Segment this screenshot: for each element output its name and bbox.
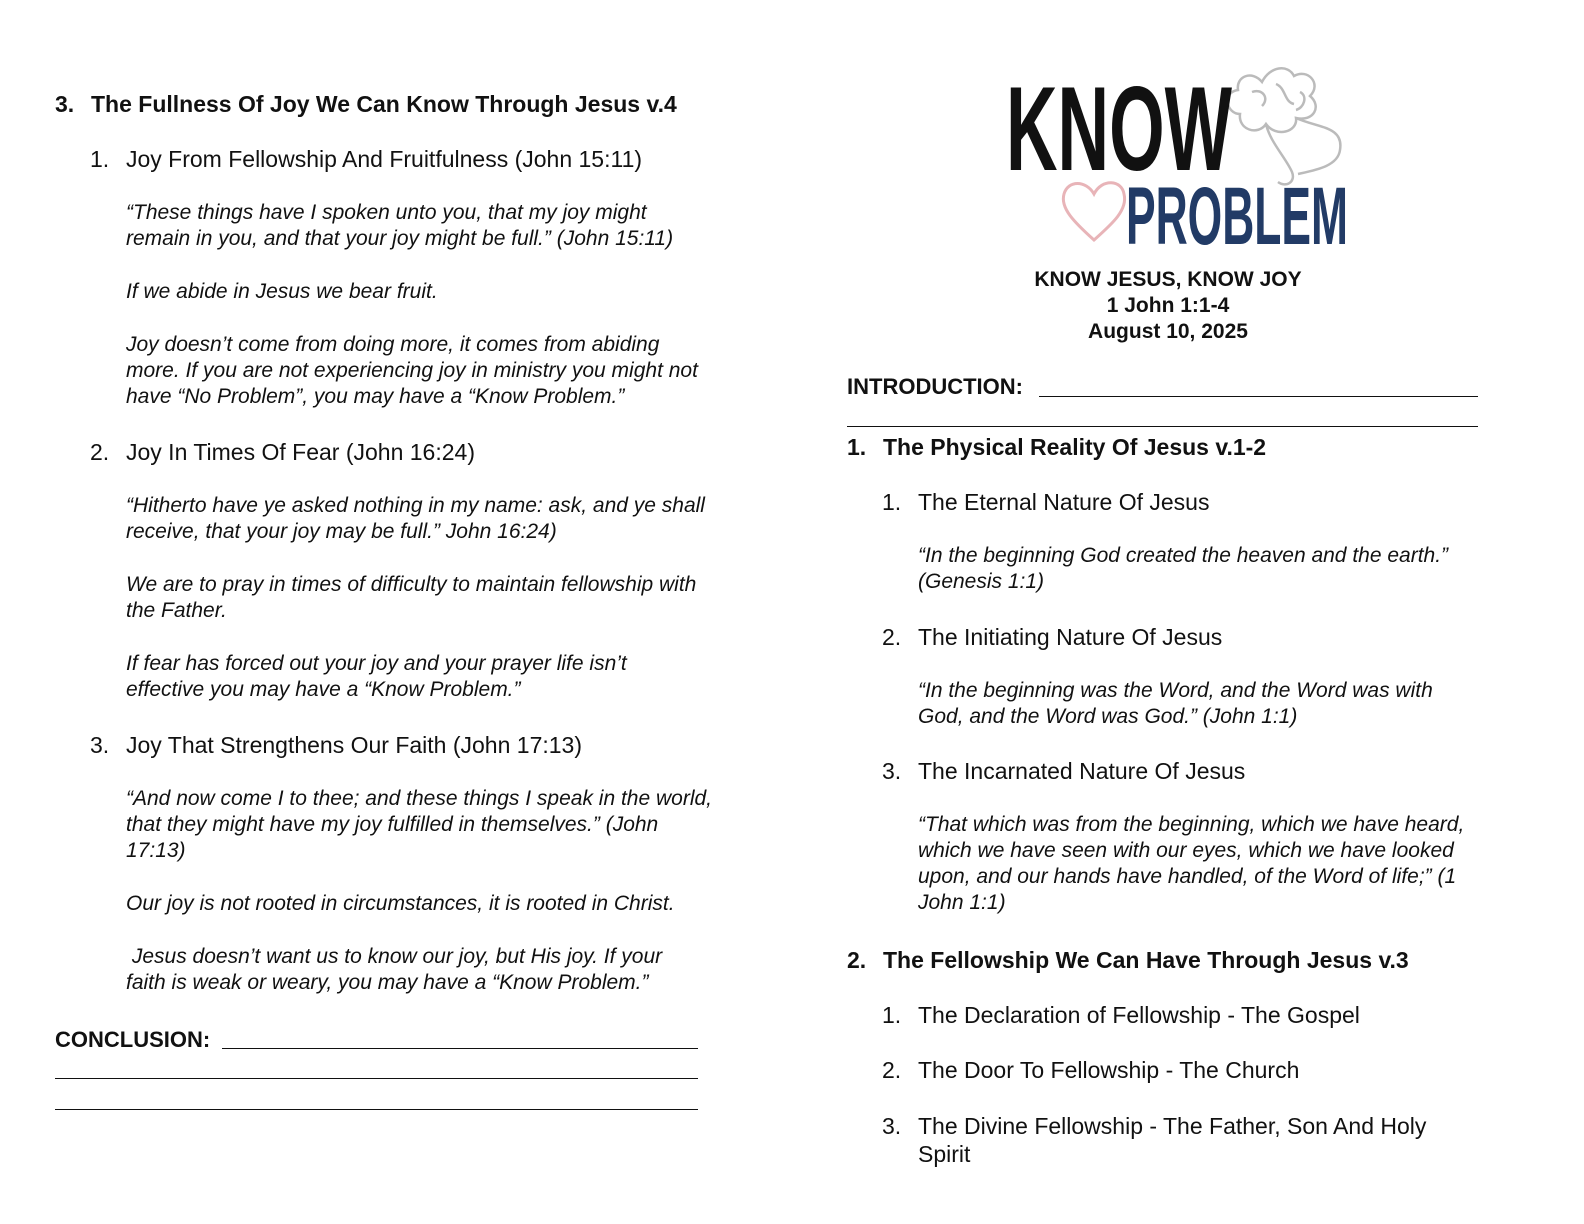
- section-number: 2.: [847, 947, 867, 973]
- scripture-quote: “In the beginning was the Word, and the Word was with God, and the Word was God.” (John 1:1): [918, 679, 1433, 728]
- conclusion-blank-line: [222, 1048, 698, 1049]
- subpoint-number: 1.: [90, 146, 110, 172]
- logo-graphic: [1000, 62, 1360, 262]
- subpoint-heading: [882, 757, 1245, 785]
- subpoint-number: 3.: [90, 732, 110, 758]
- section-title: The Physical Reality Of Jesus v.1-2: [883, 434, 1267, 460]
- introduction-label: INTRODUCTION:: [847, 374, 1023, 399]
- introduction-blank-line: [1039, 396, 1478, 397]
- introduction-blank-line: [847, 426, 1478, 427]
- subpoint-heading: [90, 438, 475, 466]
- subpoint-heading: [882, 1112, 1482, 1168]
- brain-icon: [1228, 68, 1341, 184]
- sermon-date: August 10, 2025: [1088, 320, 1248, 343]
- subpoint-heading: [90, 145, 642, 173]
- subpoint-title: The Eternal Nature Of Jesus: [918, 489, 1210, 515]
- subpoint-heading: [882, 623, 1222, 651]
- section-3-heading: [55, 90, 677, 118]
- subpoint-title: Joy That Strengthens Our Faith (John 17:13): [126, 732, 582, 758]
- subpoint-title: The Initiating Nature Of Jesus: [918, 624, 1223, 650]
- subpoint-number: 2.: [882, 1057, 902, 1083]
- section-1-heading: [847, 433, 1266, 461]
- scripture-quote: “Hitherto have ye asked nothing in my name: ask, and ye shall receive, that your joy may be full.” John 16:24): [126, 494, 705, 543]
- scripture-quote: “These things have I spoken unto you, that my joy might remain in you, and that your joy might be full.” (John 15:11): [126, 201, 674, 250]
- conclusion-blank-line: [55, 1109, 698, 1110]
- subpoint-title: The Door To Fellowship - The Church: [918, 1057, 1300, 1083]
- subpoint-number: 3.: [882, 1113, 902, 1139]
- sermon-reference: 1 John 1:1-4: [1106, 294, 1230, 317]
- subpoint-number: 1.: [882, 1002, 902, 1028]
- subpoint-number: 3.: [882, 758, 902, 784]
- subpoint-title: Joy In Times Of Fear (John 16:24): [126, 439, 475, 465]
- subpoint-heading: [882, 488, 1209, 516]
- scripture-quote: “In the beginning God created the heaven and the earth.” (Genesis 1:1): [918, 544, 1449, 593]
- subpoint-title: The Incarnated Nature Of Jesus: [918, 758, 1246, 784]
- note-text: Jesus doesn’t want us to know our joy, but His joy. If your faith is weak or weary, you may have a “Know Problem.”: [126, 945, 668, 994]
- subpoint-number: 2.: [90, 439, 110, 465]
- note-text: We are to pray in times of difficulty to maintain fellowship with the Father.: [126, 573, 697, 622]
- note-text: If we abide in Jesus we bear fruit.: [126, 280, 438, 303]
- subpoint-heading: [882, 1001, 1360, 1029]
- section-number: 3.: [55, 91, 75, 117]
- subpoint-heading: [882, 1056, 1299, 1084]
- section-title: The Fellowship We Can Have Through Jesus v.3: [883, 947, 1409, 973]
- subpoint-heading: [90, 731, 582, 759]
- know-problem-logo: [1000, 62, 1360, 262]
- section-2-heading: [847, 946, 1409, 974]
- scripture-quote: “That which was from the beginning, which we have heard, which we have seen with our eyes, which we have looked upon, and our hands have handled, of the Word of life;” (1 John 1:1): [918, 813, 1465, 914]
- logo-know-text: KNOW: [1006, 62, 1233, 196]
- scripture-quote: “And now come I to thee; and these things I speak in the world, that they might have my joy fulfilled in themselves.” (John 17:13): [126, 787, 713, 862]
- subpoint-title: The Declaration of Fellowship - The Gospel: [918, 1002, 1360, 1028]
- subpoint-number: 1.: [882, 489, 902, 515]
- conclusion-blank-line: [55, 1078, 698, 1079]
- sermon-title-line: KNOW JESUS, KNOW JOY: [1034, 268, 1302, 291]
- section-title: The Fullness Of Joy We Can Know Through Jesus v.4: [91, 91, 677, 117]
- note-text: Our joy is not rooted in circumstances, it is rooted in Christ.: [126, 892, 675, 915]
- subpoint-number: 2.: [882, 624, 902, 650]
- note-text: If fear has forced out your joy and your prayer life isn’t effective you may have a “Know Problem.”: [126, 652, 627, 701]
- conclusion-label: CONCLUSION:: [55, 1027, 211, 1052]
- note-text: Joy doesn’t come from doing more, it comes from abiding more. If you are not experiencing joy in ministry you might not have “No Problem”, you may have a “Know Problem.”: [126, 333, 698, 408]
- section-number: 1.: [847, 434, 867, 460]
- logo-problem-text: PROBLEM: [1126, 171, 1348, 262]
- sermon-title: [968, 267, 1368, 345]
- subpoint-title: Joy From Fellowship And Fruitfulness (John 15:11): [126, 146, 643, 172]
- subpoint-title: The Divine Fellowship - The Father, Son And Holy Spirit: [918, 1113, 1427, 1167]
